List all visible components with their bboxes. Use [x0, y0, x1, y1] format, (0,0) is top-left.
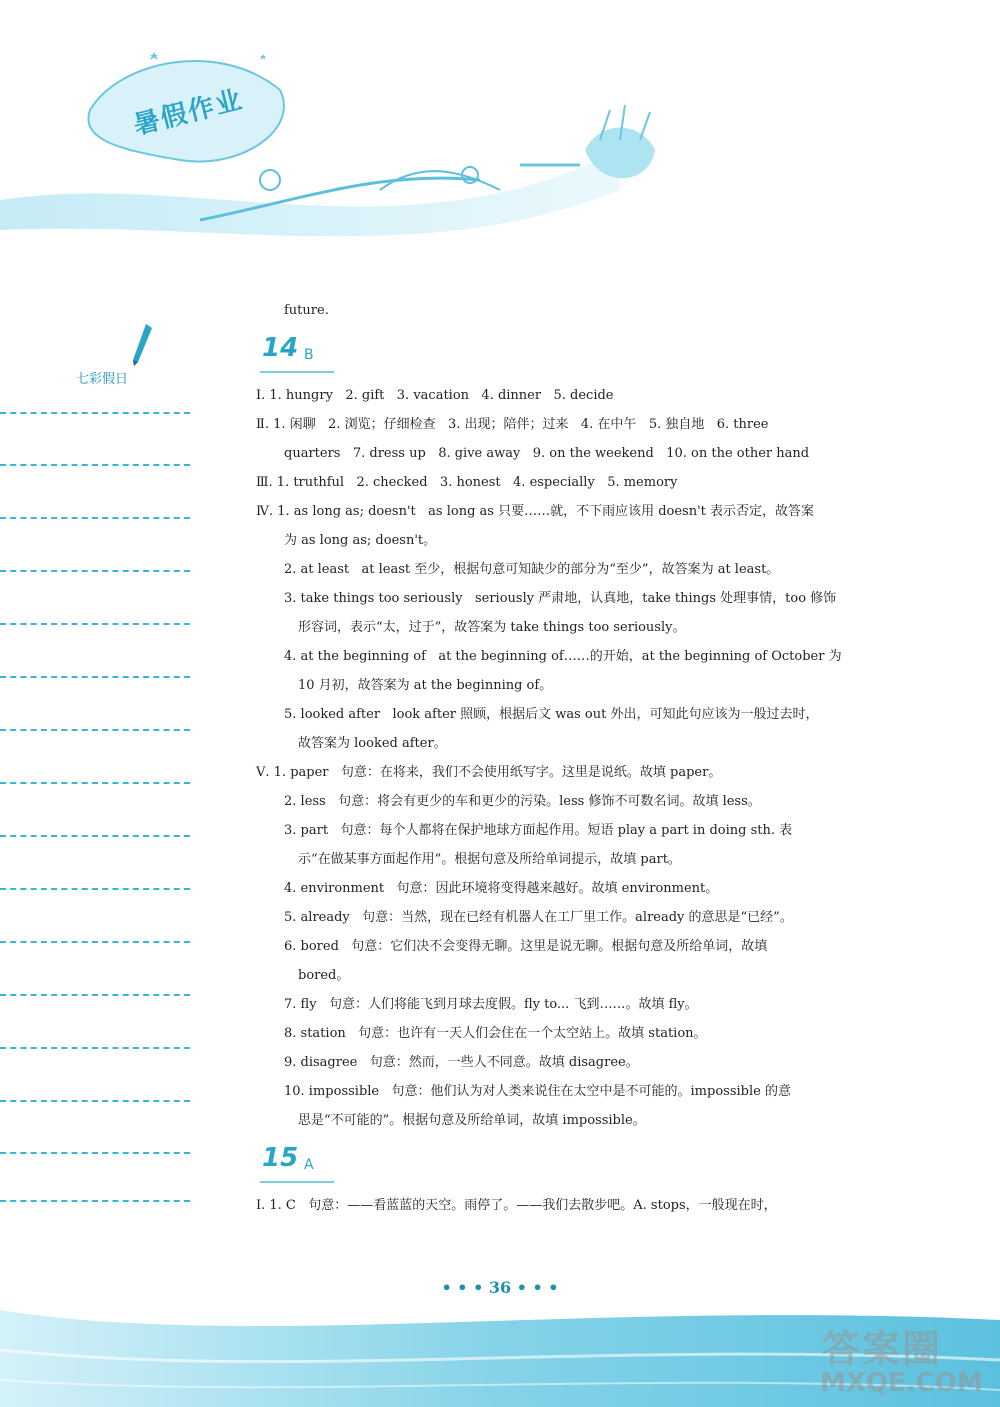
answer-line: 7. fly 句意：人们将能飞到月球去度假。fly to... 飞到……。故填 fly。: [284, 997, 698, 1012]
section-letter: B: [304, 347, 314, 363]
answer-line: 4. environment 句意：因此环境将变得越来越好。故填 environment。: [284, 881, 719, 896]
section-letter: A: [304, 1157, 314, 1173]
note-line: [0, 1200, 190, 1202]
answer-line: 10. impossible 句意：他们认为对人类来说住在太空中是不可能的。impossible 的意: [284, 1084, 791, 1099]
answer-line: quarters 7. dress up 8. give away 9. on the weekend 10. on the other hand: [284, 446, 810, 461]
answer-line: 故答案为 looked after。: [298, 736, 447, 751]
watermark-logo: 答案圈: [822, 1327, 943, 1371]
answer-line: Ⅰ. 1. C 句意：——看蓝蓝的天空。雨停了。——我们去散步吧。A. stops，一般现在时，: [256, 1198, 777, 1213]
note-line: [0, 994, 190, 996]
answer-line: 4. at the beginning of at the beginning of……的开始，at the beginning of October 为: [284, 649, 842, 664]
answer-line: 10 月初，故答案为 at the beginning of。: [298, 678, 553, 693]
answer-line: 示“在做某事方面起作用”。根据句意及所给单词提示，故填 part。: [298, 852, 681, 867]
note-line: [0, 835, 190, 837]
answer-line: 9. disagree 句意：然而，一些人不同意。故填 disagree。: [284, 1055, 639, 1070]
note-line: [0, 1152, 190, 1154]
section-number: 15: [262, 1143, 299, 1173]
note-line: [0, 1100, 190, 1102]
answer-line: 5. looked after look after 照顾，根据后文 was out 外出，可知此句应该为一般过去时，: [284, 707, 819, 722]
answer-line: 5. already 句意：当然，现在已经有机器人在工厂里工作。already 的意思是“已经”。: [284, 910, 793, 925]
section-15-header: [256, 1141, 886, 1185]
section-underline: [260, 371, 334, 373]
answer-line: bored。: [298, 968, 350, 983]
note-line: [0, 464, 190, 466]
answer-line: 2. less 句意：将会有更少的车和更少的污染。less 修饰不可数名词。故填 less。: [284, 794, 761, 809]
note-line: [0, 570, 190, 572]
page-number: • • • 36 • • •: [441, 1278, 559, 1297]
section-number: 14: [262, 333, 299, 363]
note-line: [0, 941, 190, 943]
answer-line: 2. at least at least 至少，根据句意可知缺少的部分为“至少”，故答案为 at least。: [284, 562, 780, 577]
answer-content: [256, 296, 886, 1220]
note-line: [0, 676, 190, 678]
pen-icon: [130, 322, 154, 370]
answer-line: Ⅲ. 1. truthful 2. checked 3. honest 4. especially 5. memory: [256, 475, 678, 490]
section-underline: [260, 1181, 334, 1183]
note-line: [0, 888, 190, 890]
header-title: 暑假作业: [130, 84, 247, 142]
lead-text: future.: [284, 303, 329, 318]
answer-line: 3. take things too seriously seriously 严肃地，认真地，take things 处理事情，too 修饰: [284, 591, 837, 606]
answer-line: 思是“不可能的”。根据句意及所给单词，故填 impossible。: [298, 1113, 646, 1128]
answer-line: 为 as long as; doesn't。: [284, 533, 437, 548]
note-line: [0, 729, 190, 731]
sidebar-label: 七彩假日: [76, 372, 129, 387]
note-line: [0, 782, 190, 784]
note-line: [0, 412, 190, 414]
answer-line: Ⅴ. 1. paper 句意：在将来，我们不会使用纸写字。这里是说纸。故填 paper。: [256, 765, 722, 780]
answer-line: Ⅱ. 1. 闲聊 2. 浏览；仔细检查 3. 出现；陪伴；过来 4. 在中午 5. 独自地 6. three: [256, 417, 769, 432]
watermark-url: MXQE.COM: [820, 1368, 983, 1398]
answer-line: 6. bored 句意：它们决不会变得无聊。这里是说无聊。根据句意及所给单词，故填: [284, 939, 768, 954]
note-line: [0, 517, 190, 519]
note-line: [0, 623, 190, 625]
section-14-header: [256, 331, 886, 375]
note-line: [0, 1047, 190, 1049]
answer-line: 形容词，表示“太，过于”，故答案为 take things too seriously。: [298, 620, 686, 635]
answer-line: 3. part 句意：每个人都将在保护地球方面起作用。短语 play a part in doing sth. 表: [284, 823, 793, 838]
answer-line: Ⅰ. 1. hungry 2. gift 3. vacation 4. dinner 5. decide: [256, 388, 614, 403]
answer-line: 8. station 句意：也许有一天人们会住在一个太空站上。故填 station。: [284, 1026, 707, 1041]
answer-line: Ⅳ. 1. as long as; doesn't as long as 只要……就，不下雨应该用 doesn't 表示否定，故答案: [256, 504, 815, 519]
